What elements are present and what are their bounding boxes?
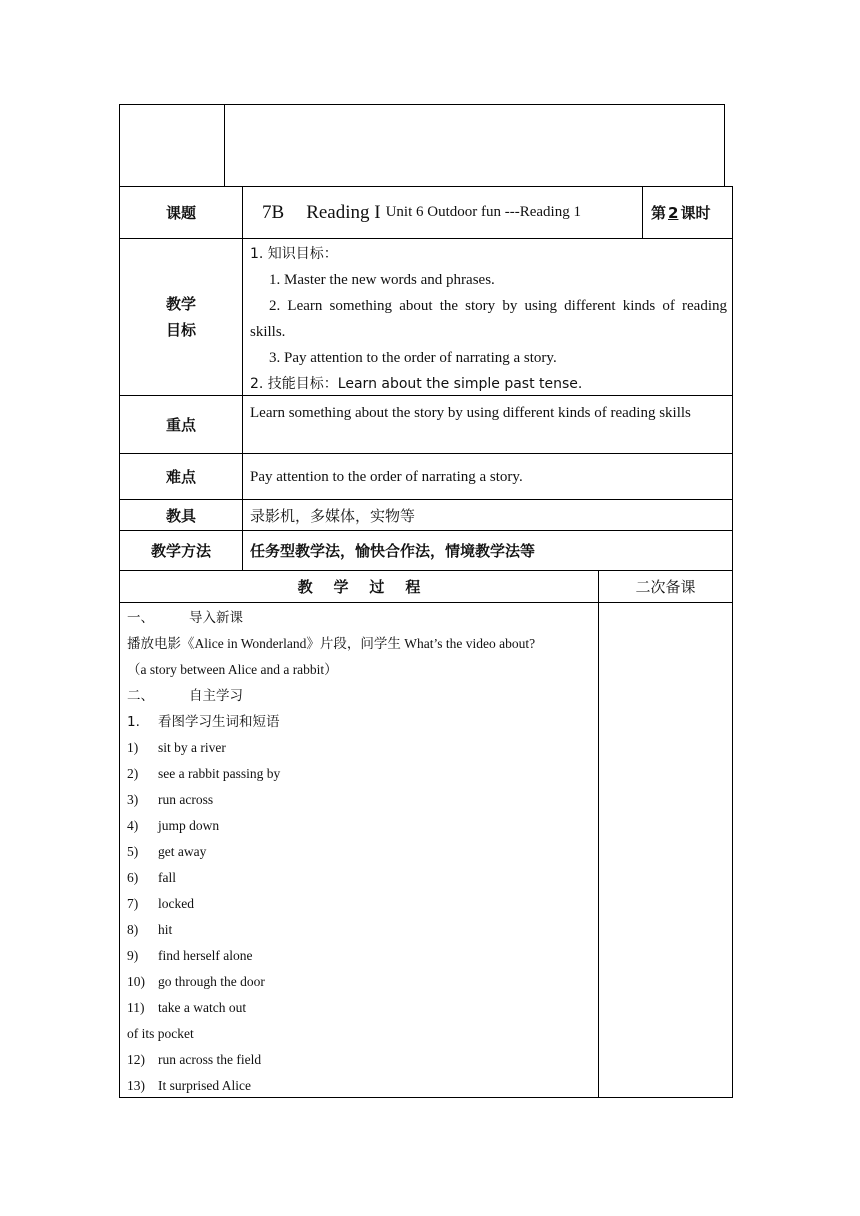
goal-item: 3. Pay attention to the order of narrating a story. [269, 350, 557, 366]
difficulties-label: 难点 [165, 468, 196, 486]
header-box [119, 104, 725, 187]
goals-label-line1: 教学 [165, 295, 196, 313]
vocab-number: 7) [127, 896, 139, 911]
vocab-number: 13) [127, 1078, 145, 1093]
key-points-text: Learn something about the story by using different kinds of reading skills [250, 405, 691, 421]
vocab-continuation: of its pocket [127, 1026, 194, 1041]
lesson-number: 2 [668, 203, 679, 222]
topic-title [262, 187, 642, 238]
methods-text: 任务型教学法，愉快合作法，情境教学法等 [250, 542, 536, 560]
lesson-prefix: 第 [651, 204, 667, 222]
vocab-text: It surprised Alice [158, 1078, 251, 1093]
vocab-number: 10) [127, 974, 145, 989]
topic-unit: Unit 6 Outdoor fun ---Reading 1 [385, 204, 581, 220]
lesson-cell-divider [642, 186, 643, 238]
vocab-item [127, 735, 597, 761]
goal-item: 2. Learn something about the story by using different kinds of reading skills. [250, 298, 727, 340]
vocab-number: 6) [127, 870, 139, 885]
vocab-item [127, 917, 597, 943]
vocab-number: 3) [127, 792, 139, 807]
goal-knowledge-heading: 1. 知识目标： [250, 246, 338, 262]
vocab-text: find herself alone [158, 948, 253, 963]
goals-label [120, 239, 242, 395]
vocab-number: 12) [127, 1052, 145, 1067]
vocab-list [127, 735, 597, 1021]
difficulties-text: Pay attention to the order of narrating a story. [250, 468, 523, 485]
section-heading [127, 605, 597, 631]
vocab-item [127, 1073, 597, 1099]
goal-item: 1. Master the new words and phrases. [269, 272, 495, 288]
tools-label: 教具 [165, 506, 196, 525]
goal-skill: 2. 技能目标：Learn about the simple past tense. [250, 376, 583, 392]
goals-content [250, 241, 727, 397]
vocab-number: 8) [127, 922, 139, 937]
topic-label: 课题 [165, 204, 196, 222]
vocab-list [127, 1047, 597, 1099]
label-column-divider [242, 186, 243, 570]
vocab-text: fall [158, 870, 176, 885]
vocab-text: take a watch out [158, 1000, 247, 1015]
section-number: 二、 [127, 688, 154, 704]
vocab-item [127, 839, 597, 865]
methods-label: 教学方法 [150, 542, 211, 560]
vocab-text: locked [158, 896, 194, 911]
task-heading [127, 709, 597, 735]
vocab-text: see a rabbit passing by [158, 766, 281, 781]
intro-line: 播放电影《Alice in Wonderland》片段，问学生 What’s the video about? [127, 636, 536, 651]
process-column-divider [598, 570, 599, 1098]
topic-reading: Reading I [306, 201, 381, 223]
tools-text: 录影机，多媒体，实物等 [250, 506, 416, 525]
vocab-number: 11) [127, 1000, 145, 1015]
vocab-number: 1) [127, 740, 139, 755]
vocab-item [127, 813, 597, 839]
task-title: 看图学习生词和短语 [158, 714, 280, 730]
second-prep-header: 二次备课 [635, 578, 696, 596]
vocab-item [127, 787, 597, 813]
vocab-number: 9) [127, 948, 139, 963]
vocab-number: 2) [127, 766, 139, 781]
vocab-item [127, 969, 597, 995]
vocab-text: jump down [158, 818, 220, 833]
header-divider [224, 104, 225, 187]
vocab-text: run across the field [158, 1052, 262, 1067]
vocab-number: 5) [127, 844, 139, 859]
goals-label-line2: 目标 [165, 321, 196, 339]
lesson-suffix: 课时 [680, 204, 711, 222]
vocab-number: 4) [127, 818, 139, 833]
topic-grade: 7B [262, 201, 285, 223]
section-number: 一、 [127, 610, 154, 626]
key-points-label: 重点 [165, 416, 196, 434]
vocab-text: sit by a river [158, 740, 226, 755]
section-heading [127, 683, 597, 709]
section-title: 导入新课 [189, 610, 243, 626]
row-divider [119, 602, 733, 603]
vocab-item [127, 1047, 597, 1073]
section-title: 自主学习 [189, 688, 243, 704]
vocab-text: get away [158, 844, 207, 859]
vocab-item [127, 865, 597, 891]
vocab-item [127, 891, 597, 917]
vocab-text: run across [158, 792, 214, 807]
task-number: 1. [127, 714, 140, 730]
vocab-item [127, 995, 597, 1021]
process-header: 教 学 过 程 [297, 578, 421, 596]
vocab-item [127, 943, 597, 969]
process-content [127, 605, 597, 1099]
vocab-item [127, 761, 597, 787]
vocab-text: hit [158, 922, 173, 937]
lesson-count [651, 187, 733, 238]
intro-answer: （a story between Alice and a rabbit） [127, 662, 338, 677]
vocab-text: go through the door [158, 974, 265, 989]
